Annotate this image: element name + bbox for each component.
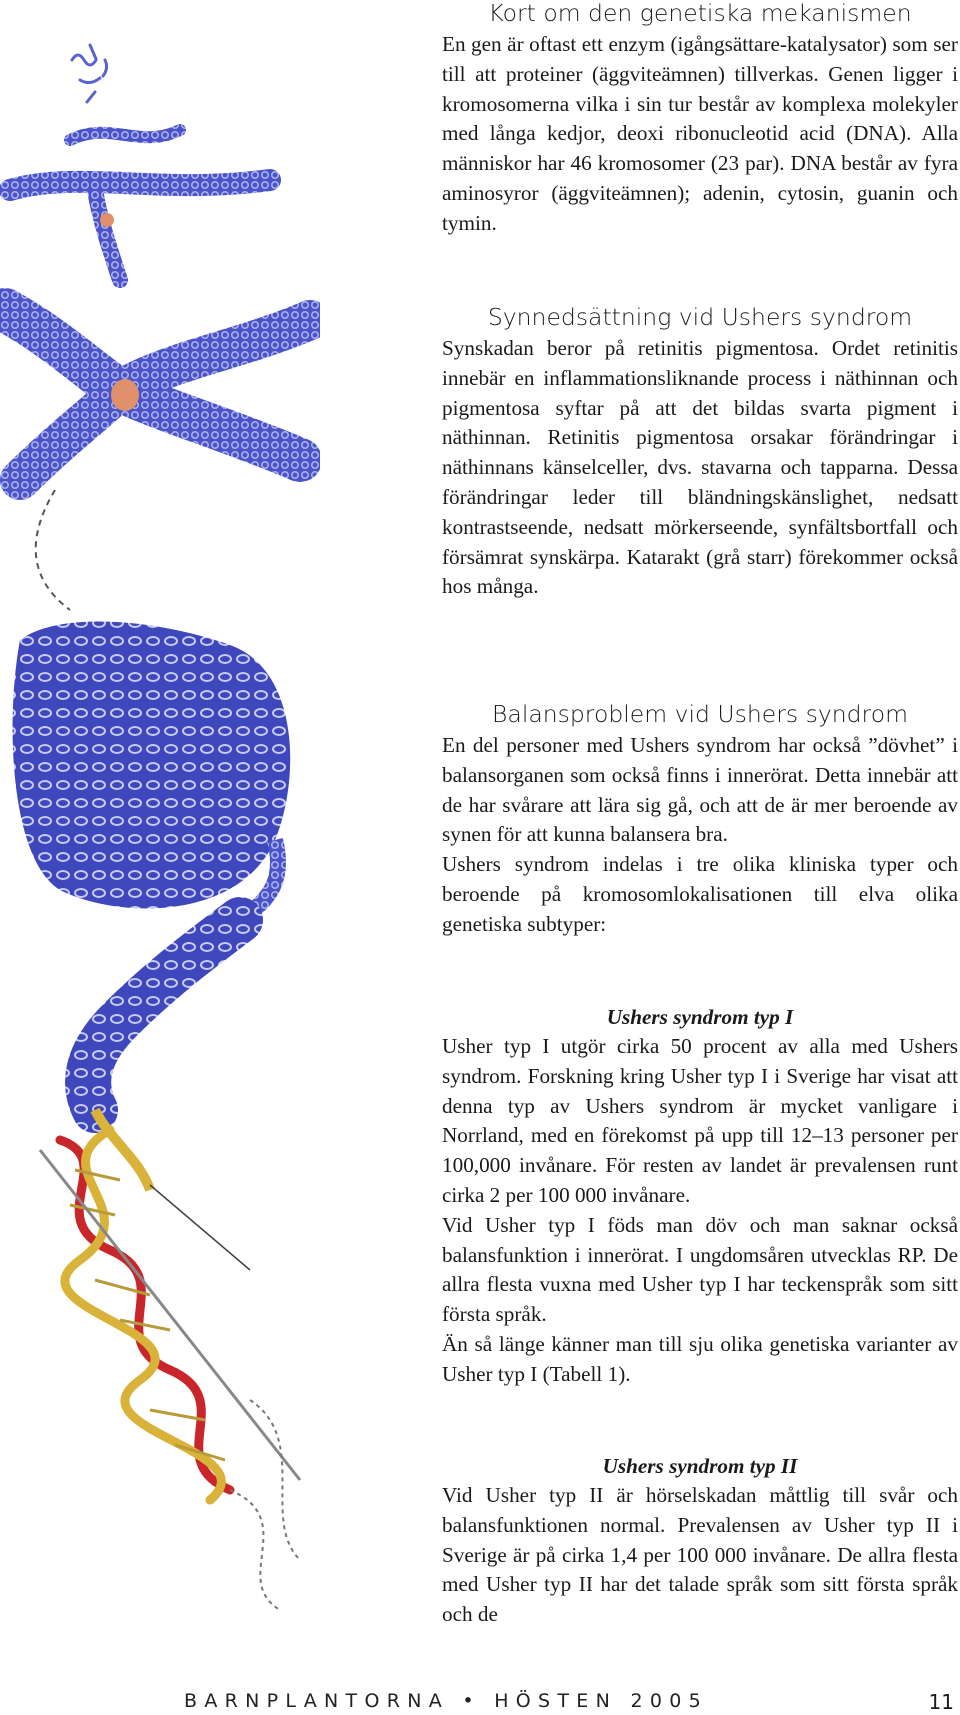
subsection-heading: Ushers syndrom typ II [602, 1454, 798, 1478]
footer-publication: BARNPLANTORNA • HÖSTEN 2005 [184, 1690, 709, 1712]
paragraph: Usher typ I utgör cirka 50 procent av alla med Ushers syndrom. Forskning kring Usher typ I i Sverige har visat att denna typ av Ushers syndrom är mycket vanligare i Norrland, med en förekomst på upp till 12–13 personer per 100,000 invånare. För resten av landet är prevalensen runt cirka 2 per 100 000 invånare. [442, 1034, 958, 1207]
section-type-2 [442, 1451, 958, 1630]
paragraph: Synskadan beror på retinitis pigmentosa. Ordet retinitis innebär en inflammationsliknande process i näthinnan och pigmentosa syftar på att det bildas svarta pigment i näthinnan. Retinitis pigmentosa orsakar förändringar i näthinnans känselceller, dvs. stavarna och tapparna. Dessa förändringar leder till bländningskänslighet, nedsatt kontrastseende, nedsatt mörkerseende, synfältsbortfall och försämrat synskärpa. Katarakt (grå starr) förekommer också hos många. [442, 336, 958, 599]
page-number: 11 [928, 1690, 954, 1714]
paragraph: En gen är oftast ett enzym (igångsättare-katalysator) som ser till att proteiner (äggviteämnen) tillverkas. Genen ligger i kromosomerna vilka i sin tur består av komplexa molekyler med långa kedjor, deoxi ribonucleotid acid (DNA). Alla människor har 46 kromosomer (23 par). DNA består av fyra aminosyror (äggviteämnen); adenin, cytosin, guanin och tymin. [442, 32, 958, 235]
subsection-heading: Ushers syndrom typ I [606, 1005, 794, 1029]
section-vision [442, 300, 958, 602]
section-heading: Balansproblem vid Ushers syndrom [492, 700, 908, 728]
paragraph: Än så länge känner man till sju olika genetiska varianter av Usher typ I (Tabell 1). [442, 1331, 958, 1386]
section-genetic-mechanism [442, 0, 958, 239]
section-type-1 [442, 1002, 958, 1390]
paragraph: Vid Usher typ I föds man döv och man saknar också balansfunktion i innerörat. I ungdomsåren utvecklas RP. De allra flesta vuxna med Usher typ I har teckenspråk som sitt första språk. [442, 1212, 958, 1327]
section-balance [442, 697, 958, 940]
section-heading: Kort om den genetiska mekanismen [488, 0, 912, 27]
section-heading: Synnedsättning vid Ushers syndrom [487, 303, 913, 331]
paragraph: Ushers syndrom indelas i tre olika kliniska typer och beroende på kromosomlokalisationen till elva olika genetiska subtyper: [442, 852, 958, 936]
paragraph: Vid Usher typ II är hörselskadan måttlig till svår och balansfunktionen normal. Prevalensen av Usher typ II i Sverige är på cirka 1,4 per 100 000 invånare. De allra flesta med Usher typ II har det talade språk som sitt första språk och de [442, 1483, 958, 1627]
paragraph: En del personer med Ushers syndrom har också ”dövhet” i balansorganen som också finns i innerörat. Detta innebär att de har svårare att lära sig gå, och att de är mer beroende av synen för att kunna balansera bra. [442, 733, 958, 847]
chromosome-dna-illustration-icon [0, 20, 320, 1620]
